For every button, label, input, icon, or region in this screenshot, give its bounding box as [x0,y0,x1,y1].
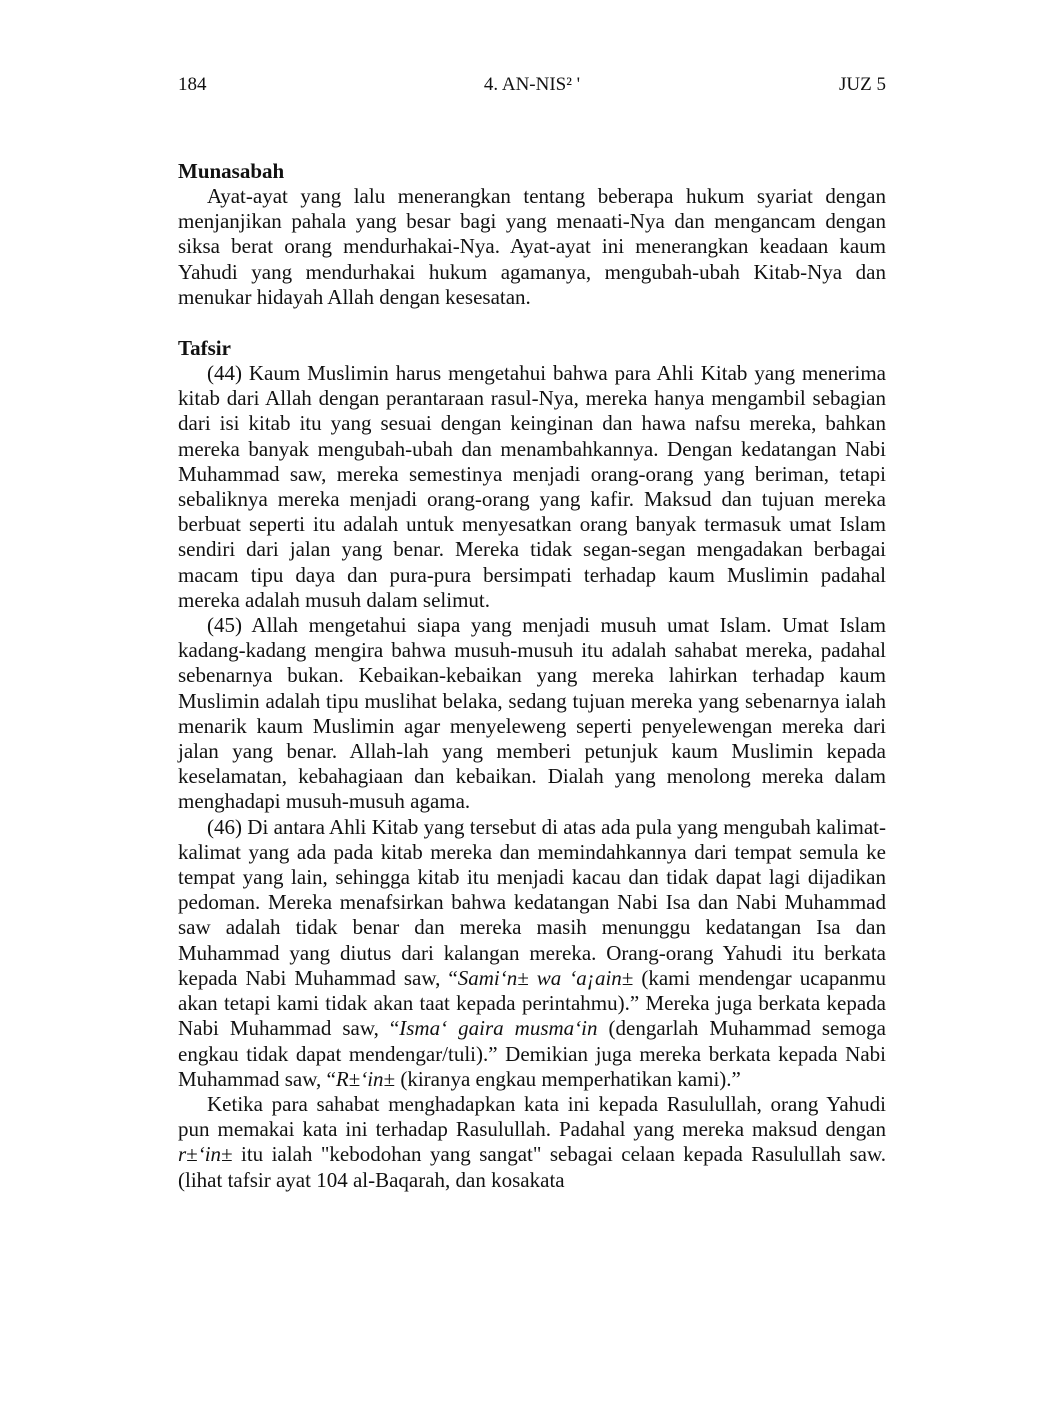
text-run: (kiranya engkau memperhatikan kami).” [395,1066,741,1091]
text-run: (46) Di antara Ahli Kitab yang tersebut di atas ada pula yang mengubah kalimat-kalimat yang ada pada kitab mereka dan memindahkannya dari tempat semula ke tempat yang lain, sehingga kitab itu menjadi kacau dan tidak dapat lagi dijadikan pedoman. Mereka menafsirkan bahwa kedatangan Nabi Isa dan Nabi Muhammad saw adalah tidak benar dan mereka masih menunggu kedatangan Isa dan Muhammad yang diutus dari kalangan mereka. Orang-orang Yahudi itu berkata kepada Nabi Muhammad saw, “ [178,814,886,990]
tafsir-paragraph-46 [178,815,886,1092]
arabic-transliteration: Isma‘ gaira musma‘in [399,1016,598,1041]
juz-label: JUZ 5 [839,74,886,95]
arabic-transliteration: r±‘in± [178,1142,233,1167]
section-gap [178,310,886,335]
chapter-title: 4. AN-NIS² ' [483,74,581,95]
tafsir-paragraph-45: (45) Allah mengetahui siapa yang menjadi musuh umat Islam. Umat Islam kadang-kadang mengira bahwa musuh-musuh itu adalah sahabat mereka, padahal sebenarnya bukan. Kebaikan-kebaikan yang mereka lahirkan terhadap kaum Muslimin adalah tipu muslihat belaka, sedang tujuan mereka yang sebenarnya ialah menarik kaum Muslimin agar menyeleweng seperti penyelewengan mereka dari jalan yang benar. Allah-lah yang memberi petunjuk kaum Muslimin kepada keselamatan, kebahagiaan dan kebaikan. Dialah yang menolong mereka dalam menghadapi musuh-musuh agama. [178,613,886,814]
text-run: itu ialah "kebodohan yang sangat" sebagai celaan kepada Rasulullah saw. (lihat tafsir ayat 104 al-Baqarah, dan kosakata [178,1142,886,1192]
page-body [178,158,886,1193]
text-run: Ketika para sahabat menghadapkan kata ini kepada Rasulullah, orang Yahudi pun memakai kata ini terhadap Rasulullah. Padahal yang mereka maksud dengan [178,1091,886,1142]
running-header [178,72,886,98]
text-run: (kami mendengar ucapanmu akan tetapi kami tidak akan taat kepada perintahmu).” Mereka juga berkata kepada Nabi Muhammad saw, “ [178,965,886,1041]
tafsir-heading: Tafsir [178,336,231,361]
page-number: 184 [178,74,207,95]
arabic-transliteration: R±‘in± [335,1066,396,1091]
text-run: (dengarlah Muhammad semoga engkau tidak dapat mendengar/tuli).” Demikian juga mereka berkata kepada Nabi Muhammad saw, “ [178,1016,887,1091]
arabic-transliteration: Sami‘n± wa ‘a¡ain± [457,965,634,990]
munasabah-paragraph: Ayat-ayat yang lalu menerangkan tentang beberapa hukum syariat dengan menjanjikan pahala yang besar bagi yang menaati-Nya dan mengancam dengan siksa berat orang mendurhakai-Nya. Ayat-ayat ini menerangkan keadaan kaum Yahudi yang mendurhakai hukum agamanya, mengubah-ubah Kitab-Nya dan menukar hidayah Allah dengan kesesatan. [178,184,886,309]
tafsir-paragraph-44: (44) Kaum Muslimin harus mengetahui bahwa para Ahli Kitab yang menerima kitab dari Allah dengan perantaraan rasul-Nya, mereka hanya mengambil sebagian dari isi kitab itu yang sesuai dengan keinginan dan hawa nafsu mereka, bahkan mereka banyak mengubah-ubah dan menambahkannya. Dengan kedatangan Nabi Muhammad saw, mereka semestinya menjadi orang-orang yang beriman, tetapi sebaliknya mereka menjadi orang-orang yang kafir. Maksud dan tujuan mereka berbuat seperti itu adalah untuk menyesatkan orang banyak termasuk umat Islam sendiri dari jalan yang benar. Mereka tidak segan-segan mengadakan berbagai macam tipu daya dan pura-pura bersimpati terhadap kaum Muslimin padahal mereka adalah musuh dalam selimut. [178,361,886,612]
tafsir-paragraph-47 [178,1092,886,1193]
munasabah-heading: Munasabah [178,159,285,183]
